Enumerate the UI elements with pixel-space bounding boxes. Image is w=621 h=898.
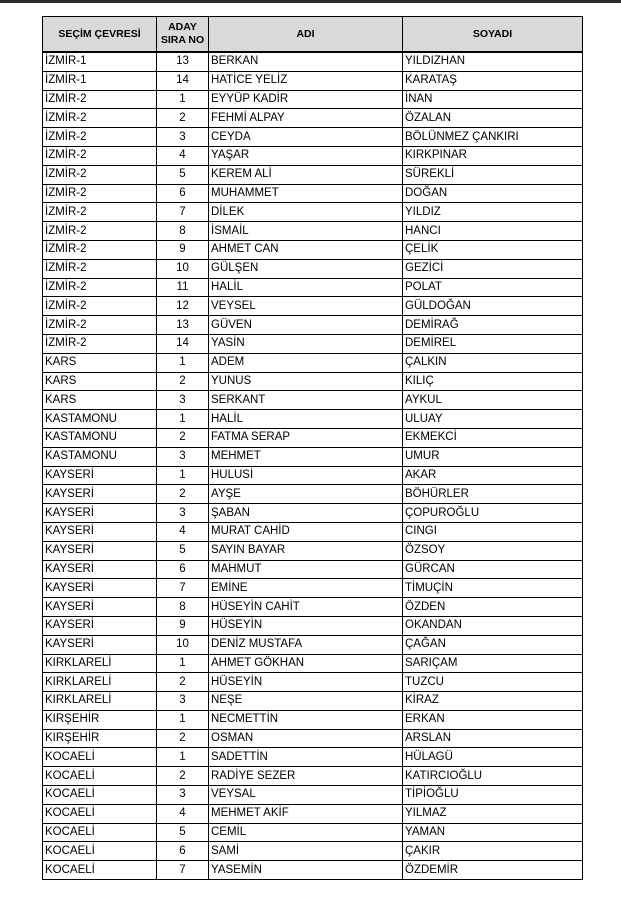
cell-surname: OKANDAN (403, 616, 583, 635)
table-row (43, 804, 583, 823)
cell-district: KAYSERİ (43, 541, 157, 560)
table-row (43, 52, 583, 71)
table-row (43, 504, 583, 523)
cell-surname: ÇOPUROĞLU (403, 504, 583, 523)
cell-district: KIRKLARELİ (43, 692, 157, 711)
cell-name: MUHAMMET (209, 184, 403, 203)
table-row (43, 767, 583, 786)
cell-rank: 10 (157, 635, 209, 654)
table-row (43, 748, 583, 767)
cell-rank: 1 (157, 353, 209, 372)
cell-surname: DEMİREL (403, 334, 583, 353)
table-row (43, 222, 583, 241)
cell-surname: ÇAKIR (403, 842, 583, 861)
cell-name: MEHMET (209, 447, 403, 466)
cell-name: YASEMİN (209, 861, 403, 880)
table-row (43, 842, 583, 861)
cell-rank: 3 (157, 128, 209, 147)
cell-name: SAMİ (209, 842, 403, 861)
cell-surname: ARSLAN (403, 729, 583, 748)
cell-district: İZMİR-2 (43, 278, 157, 297)
table-row (43, 823, 583, 842)
cell-surname: BÖLÜNMEZ ÇANKIRI (403, 128, 583, 147)
cell-name: SERKANT (209, 391, 403, 410)
table-row (43, 391, 583, 410)
cell-district: İZMİR-2 (43, 146, 157, 165)
table-row (43, 240, 583, 259)
cell-district: KOCAELİ (43, 842, 157, 861)
cell-rank: 9 (157, 616, 209, 635)
table-row (43, 259, 583, 278)
candidate-table (42, 16, 583, 880)
cell-rank: 2 (157, 767, 209, 786)
cell-rank: 5 (157, 541, 209, 560)
cell-rank: 14 (157, 334, 209, 353)
table-row (43, 146, 583, 165)
cell-district: KOCAELİ (43, 767, 157, 786)
cell-name: VEYSEL (209, 297, 403, 316)
cell-district: İZMİR-2 (43, 184, 157, 203)
table-row (43, 710, 583, 729)
cell-name: EYYÜP KADİR (209, 90, 403, 109)
cell-surname: ÖZALAN (403, 109, 583, 128)
cell-surname: YILMAZ (403, 804, 583, 823)
cell-name: HÜSEYİN CAHİT (209, 598, 403, 617)
cell-surname: KARATAŞ (403, 71, 583, 90)
cell-name: FEHMİ ALPAY (209, 109, 403, 128)
cell-surname: ÖZSOY (403, 541, 583, 560)
cell-rank: 2 (157, 729, 209, 748)
cell-surname: İNAN (403, 90, 583, 109)
cell-surname: BÖHÜRLER (403, 485, 583, 504)
table-row (43, 692, 583, 711)
table-row (43, 109, 583, 128)
cell-rank: 10 (157, 259, 209, 278)
table-row (43, 428, 583, 447)
cell-surname: YAMAN (403, 823, 583, 842)
table-row (43, 203, 583, 222)
header-name: ADI (209, 17, 403, 53)
table-row (43, 297, 583, 316)
cell-rank: 1 (157, 748, 209, 767)
cell-name: CEMİL (209, 823, 403, 842)
table-row (43, 71, 583, 90)
cell-surname: DEMİRAĞ (403, 316, 583, 335)
cell-rank: 6 (157, 184, 209, 203)
cell-surname: KILIÇ (403, 372, 583, 391)
cell-rank: 13 (157, 52, 209, 71)
cell-district: İZMİR-2 (43, 334, 157, 353)
cell-rank: 4 (157, 146, 209, 165)
cell-name: AHMET GÖKHAN (209, 654, 403, 673)
cell-district: KAYSERİ (43, 616, 157, 635)
cell-rank: 9 (157, 240, 209, 259)
cell-name: SAYIN BAYAR (209, 541, 403, 560)
cell-name: MAHMUT (209, 560, 403, 579)
table-row (43, 598, 583, 617)
cell-district: İZMİR-2 (43, 90, 157, 109)
header-district: SEÇİM ÇEVRESİ (43, 17, 157, 53)
cell-rank: 3 (157, 391, 209, 410)
table-row (43, 90, 583, 109)
cell-rank: 2 (157, 372, 209, 391)
cell-name: AYŞE (209, 485, 403, 504)
cell-rank: 7 (157, 861, 209, 880)
cell-rank: 8 (157, 598, 209, 617)
cell-name: AHMET CAN (209, 240, 403, 259)
cell-district: KIRŞEHİR (43, 729, 157, 748)
table-header (43, 17, 583, 53)
cell-rank: 1 (157, 710, 209, 729)
cell-surname: GÜLDOĞAN (403, 297, 583, 316)
cell-name: MEHMET AKİF (209, 804, 403, 823)
cell-district: İZMİR-2 (43, 297, 157, 316)
cell-rank: 5 (157, 165, 209, 184)
cell-name: RADİYE SEZER (209, 767, 403, 786)
table-row (43, 560, 583, 579)
cell-name: GÜLŞEN (209, 259, 403, 278)
cell-district: KAYSERİ (43, 466, 157, 485)
table-row (43, 579, 583, 598)
cell-name: EMİNE (209, 579, 403, 598)
cell-district: KAYSERİ (43, 522, 157, 541)
cell-district: KAYSERİ (43, 579, 157, 598)
cell-name: SADETTİN (209, 748, 403, 767)
cell-surname: YILDIZ (403, 203, 583, 222)
cell-name: YUNUS (209, 372, 403, 391)
cell-rank: 1 (157, 410, 209, 429)
table-row (43, 128, 583, 147)
cell-name: YASİN (209, 334, 403, 353)
cell-rank: 2 (157, 485, 209, 504)
cell-district: KAYSERİ (43, 485, 157, 504)
cell-surname: ÖZDEN (403, 598, 583, 617)
cell-district: KAYSERİ (43, 560, 157, 579)
cell-surname: TİMUÇİN (403, 579, 583, 598)
header-rank-line2: SIRA NO (160, 34, 205, 46)
cell-rank: 2 (157, 673, 209, 692)
header-surname: SOYADI (403, 17, 583, 53)
cell-district: KAYSERİ (43, 635, 157, 654)
cell-name: OSMAN (209, 729, 403, 748)
cell-name: HULUSİ (209, 466, 403, 485)
table-row (43, 673, 583, 692)
cell-district: İZMİR-2 (43, 165, 157, 184)
cell-rank: 6 (157, 842, 209, 861)
cell-surname: DOĞAN (403, 184, 583, 203)
cell-surname: ULUAY (403, 410, 583, 429)
cell-district: KIRKLARELİ (43, 673, 157, 692)
cell-district: KARS (43, 353, 157, 372)
table-row (43, 353, 583, 372)
table-row (43, 635, 583, 654)
cell-rank: 3 (157, 692, 209, 711)
cell-surname: KIRKPINAR (403, 146, 583, 165)
cell-district: KASTAMONU (43, 428, 157, 447)
cell-surname: ÇELİK (403, 240, 583, 259)
cell-rank: 8 (157, 222, 209, 241)
table-row (43, 729, 583, 748)
cell-district: İZMİR-1 (43, 71, 157, 90)
cell-name: ADEM (209, 353, 403, 372)
cell-surname: KİRAZ (403, 692, 583, 711)
table-row (43, 485, 583, 504)
cell-district: KAYSERİ (43, 504, 157, 523)
cell-district: KOCAELİ (43, 786, 157, 805)
cell-district: KARS (43, 391, 157, 410)
cell-name: NECMETTİN (209, 710, 403, 729)
cell-district: İZMİR-2 (43, 316, 157, 335)
cell-district: KOCAELİ (43, 861, 157, 880)
cell-surname: EKMEKCİ (403, 428, 583, 447)
cell-name: İSMAİL (209, 222, 403, 241)
cell-name: YAŞAR (209, 146, 403, 165)
cell-surname: CINGI (403, 522, 583, 541)
cell-surname: ERKAN (403, 710, 583, 729)
cell-rank: 7 (157, 203, 209, 222)
cell-surname: TUZCU (403, 673, 583, 692)
table-row (43, 334, 583, 353)
table-row (43, 786, 583, 805)
table-row (43, 165, 583, 184)
cell-surname: HÜLAGÜ (403, 748, 583, 767)
cell-surname: KATIRCIOĞLU (403, 767, 583, 786)
cell-surname: POLAT (403, 278, 583, 297)
cell-rank: 2 (157, 109, 209, 128)
cell-rank: 1 (157, 90, 209, 109)
cell-name: ŞABAN (209, 504, 403, 523)
top-border-bar (0, 0, 621, 3)
cell-surname: SARIÇAM (403, 654, 583, 673)
cell-rank: 7 (157, 579, 209, 598)
table-row (43, 184, 583, 203)
cell-district: KOCAELİ (43, 823, 157, 842)
header-rank-line1: ADAY (168, 21, 197, 33)
cell-rank: 2 (157, 428, 209, 447)
cell-rank: 3 (157, 504, 209, 523)
cell-name: KEREM ALİ (209, 165, 403, 184)
cell-district: KIRŞEHİR (43, 710, 157, 729)
cell-district: KASTAMONU (43, 447, 157, 466)
cell-district: İZMİR-2 (43, 222, 157, 241)
cell-district: İZMİR-2 (43, 128, 157, 147)
table-row (43, 278, 583, 297)
cell-name: HATİCE YELİZ (209, 71, 403, 90)
cell-name: HALİL (209, 410, 403, 429)
cell-surname: SÜREKLİ (403, 165, 583, 184)
header-row (43, 17, 583, 53)
table-row (43, 466, 583, 485)
table-row (43, 410, 583, 429)
cell-surname: GEZİCİ (403, 259, 583, 278)
cell-district: KARS (43, 372, 157, 391)
cell-surname: HANCI (403, 222, 583, 241)
cell-rank: 14 (157, 71, 209, 90)
cell-name: DİLEK (209, 203, 403, 222)
cell-name: VEYSAL (209, 786, 403, 805)
cell-surname: UMUR (403, 447, 583, 466)
cell-rank: 1 (157, 466, 209, 485)
table-row (43, 447, 583, 466)
table-row (43, 861, 583, 880)
cell-surname: GÜRCAN (403, 560, 583, 579)
cell-district: KIRKLARELİ (43, 654, 157, 673)
cell-rank: 1 (157, 654, 209, 673)
cell-name: HALİL (209, 278, 403, 297)
cell-district: KAYSERİ (43, 598, 157, 617)
cell-name: HÜSEYİN (209, 616, 403, 635)
cell-rank: 6 (157, 560, 209, 579)
cell-rank: 11 (157, 278, 209, 297)
cell-surname: TİPİOĞLU (403, 786, 583, 805)
cell-rank: 4 (157, 804, 209, 823)
cell-surname: ÖZDEMİR (403, 861, 583, 880)
table-row (43, 372, 583, 391)
cell-rank: 12 (157, 297, 209, 316)
table-row (43, 541, 583, 560)
cell-surname: ÇAĞAN (403, 635, 583, 654)
cell-surname: ÇALKIN (403, 353, 583, 372)
cell-district: İZMİR-2 (43, 109, 157, 128)
table-row (43, 654, 583, 673)
header-rank (157, 17, 209, 53)
cell-surname: AYKUL (403, 391, 583, 410)
cell-district: KOCAELİ (43, 748, 157, 767)
cell-name: FATMA SERAP (209, 428, 403, 447)
cell-rank: 13 (157, 316, 209, 335)
cell-rank: 3 (157, 786, 209, 805)
cell-district: İZMİR-2 (43, 203, 157, 222)
cell-rank: 5 (157, 823, 209, 842)
cell-name: GÜVEN (209, 316, 403, 335)
table-row (43, 316, 583, 335)
cell-district: İZMİR-2 (43, 240, 157, 259)
table-row (43, 522, 583, 541)
cell-rank: 3 (157, 447, 209, 466)
cell-name: MURAT CAHİD (209, 522, 403, 541)
table-row (43, 616, 583, 635)
table-body (43, 52, 583, 880)
cell-district: KASTAMONU (43, 410, 157, 429)
cell-name: HÜSEYİN (209, 673, 403, 692)
cell-rank: 4 (157, 522, 209, 541)
cell-district: KOCAELİ (43, 804, 157, 823)
cell-surname: AKAR (403, 466, 583, 485)
cell-name: DENİZ MUSTAFA (209, 635, 403, 654)
cell-name: CEYDA (209, 128, 403, 147)
cell-name: BERKAN (209, 52, 403, 71)
cell-name: NEŞE (209, 692, 403, 711)
cell-surname: YILDIZHAN (403, 52, 583, 71)
cell-district: İZMİR-2 (43, 259, 157, 278)
cell-district: İZMİR-1 (43, 52, 157, 71)
